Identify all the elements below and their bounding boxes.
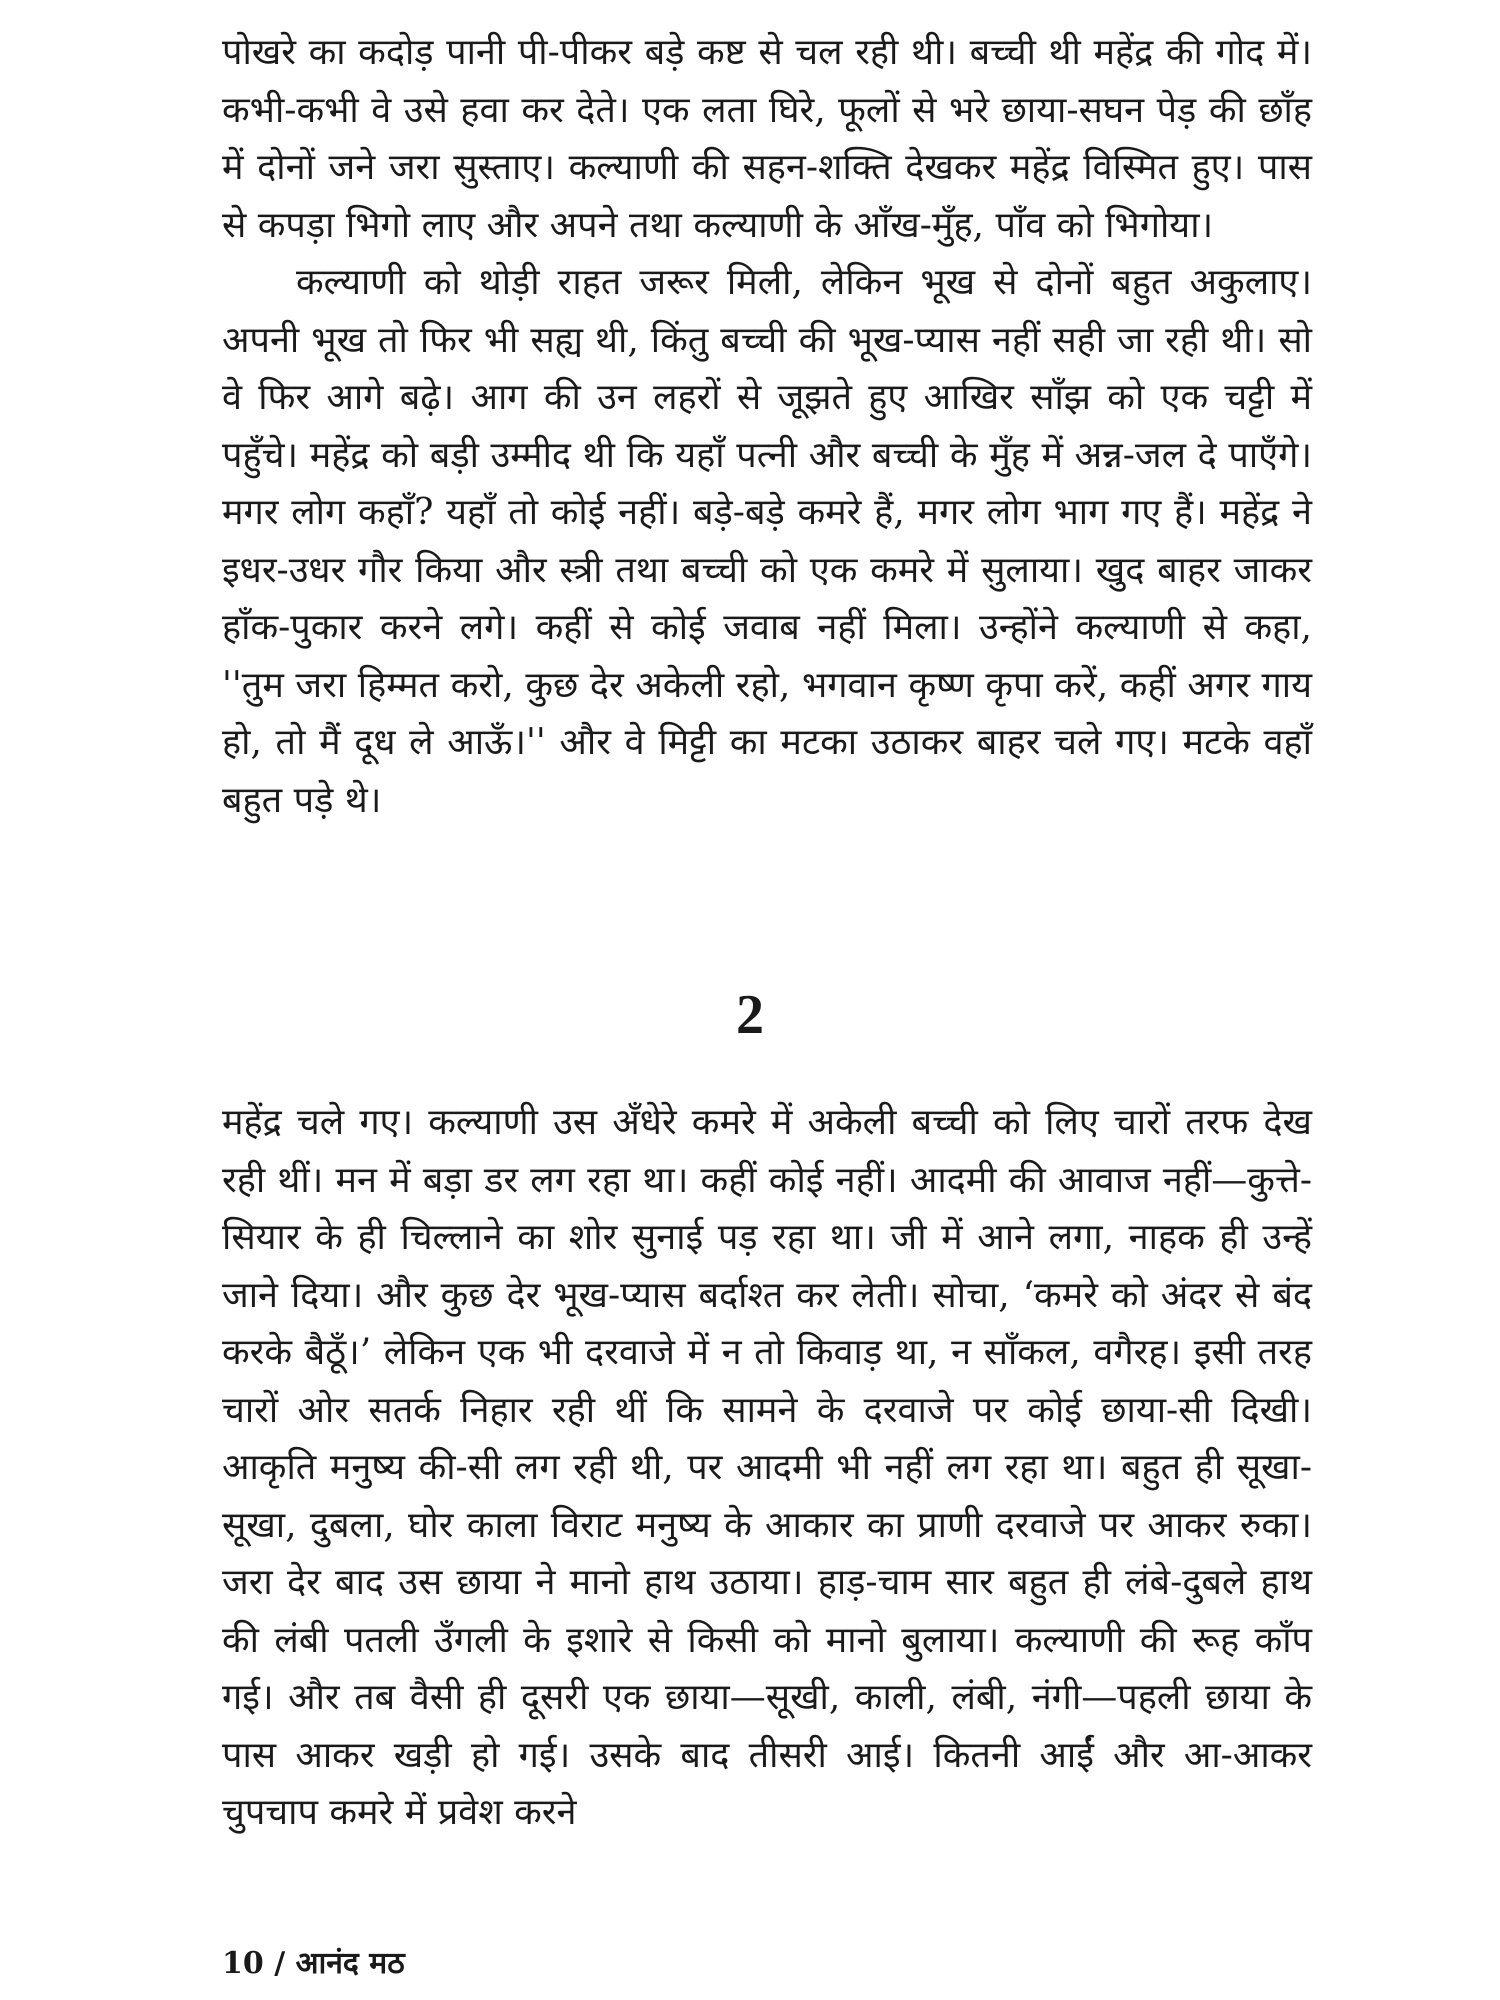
chapter-number: 2 xyxy=(736,984,764,1046)
paragraph: महेंद्र चले गए। कल्याणी उस अँधेरे कमरे में अकेली बच्ची को लिए चारों तरफ देख रही थीं। मन में बड़ा डर लग रहा था। कहीं कोई नहीं। आदमी की आवाज नहीं—कुत्ते-सियार के ही चिल्लाने का शोर सुनाई पड़ रहा था। जी में आने लगा, नाहक ही उन्हें जाने दिया। और कुछ देर भूख-प्यास बर्दाश्त कर लेती। सोचा, ‘कमरे को अंदर से बंद करके बैठूँ।’ लेकिन एक भी दरवाजे में न तो किवाड़ था, न साँकल, वगैरह। इसी तरह चारों ओर सतर्क निहार रही थीं कि सामने के दरवाजे पर कोई छाया-सी दिखी। आकृति मनुष्य की-सी लग रही थी, पर आदमी भी नहीं लग रहा था। बहुत ही सूखा-सूखा, दुबला, घोर काला विराट मनुष्य के आकार का प्राणी दरवाजे पर आकर रुका। जरा देर बाद उस छाया ने मानो हाथ उठाया। हाड़-चाम सार बहुत ही लंबे-दुबले हाथ की लंबी पतली उँगली के इशारे से किसी को मानो बुलाया। कल्याणी की रूह काँप गई। और तब वैसी ही दूसरी एक छाया—सूखी, काली, लंबी, नंगी—पहली छाया के पास आकर खड़ी हो गई। उसके बाद तीसरी आई। कितनी आईं और आ-आकर चुपचाप कमरे में प्रवेश करने xyxy=(222,1102,1312,1833)
paragraph: कल्याणी को थोड़ी राहत जरूर मिली, लेकिन भूख से दोनों बहुत अकुलाए। अपनी भूख तो फिर भी सह्य थी, किंतु बच्ची की भूख-प्यास नहीं सही जा रही थी। सो वे फिर आगे बढ़े। आग की उन लहरों से जूझते हुए आखिर साँझ को एक चट्टी में पहुँचे। महेंद्र को बड़ी उम्मीद थी कि यहाँ पत्नी और बच्ची के मुँह में अन्न-जल दे पाएँगे। मगर लोग कहाँ? यहाँ तो कोई नहीं। बड़े-बड़े कमरे हैं, मगर लोग भाग गए हैं। महेंद्र ने इधर-उधर गौर किया और स्त्री तथा बच्ची को एक कमरे में सुलाया। खुद बाहर जाकर हाँक-पुकार करने लगे। कहीं से कोई जवाब नहीं मिला। उन्होंने कल्याणी से कहा, ''तुम जरा हिम्मत करो, कुछ देर अकेली रहो, भगवान कृष्ण कृपा करें, कहीं अगर गाय हो, तो मैं दूध ले आऊँ।'' और वे मिट्टी का मटका उठाकर बाहर चले गए। मटके वहाँ बहुत पड़े थे। xyxy=(222,262,1312,821)
page-footer xyxy=(222,1946,405,1982)
footer-separator: / xyxy=(274,1946,286,1981)
section-2 xyxy=(222,1094,1312,1842)
page-number: 10 xyxy=(222,1946,264,1981)
book-title: आनंद मठ xyxy=(295,1946,405,1981)
section-1 xyxy=(222,24,1312,829)
paragraph: पोखरे का कदोड़ पानी पी-पीकर बड़े कष्ट से चल रही थी। बच्ची थी महेंद्र की गोद में। कभी-कभी वे उसे हवा कर देते। एक लता घिरे, फूलों से भरे छाया-सघन पेड़ की छाँह में दोनों जने जरा सुस्ताए। कल्याणी की सहन-शक्ति देखकर महेंद्र विस्मित हुए। पास से कपड़ा भिगो लाए और अपने तथा कल्याणी के आँख-मुँह, पाँव को भिगोया। xyxy=(222,32,1312,246)
